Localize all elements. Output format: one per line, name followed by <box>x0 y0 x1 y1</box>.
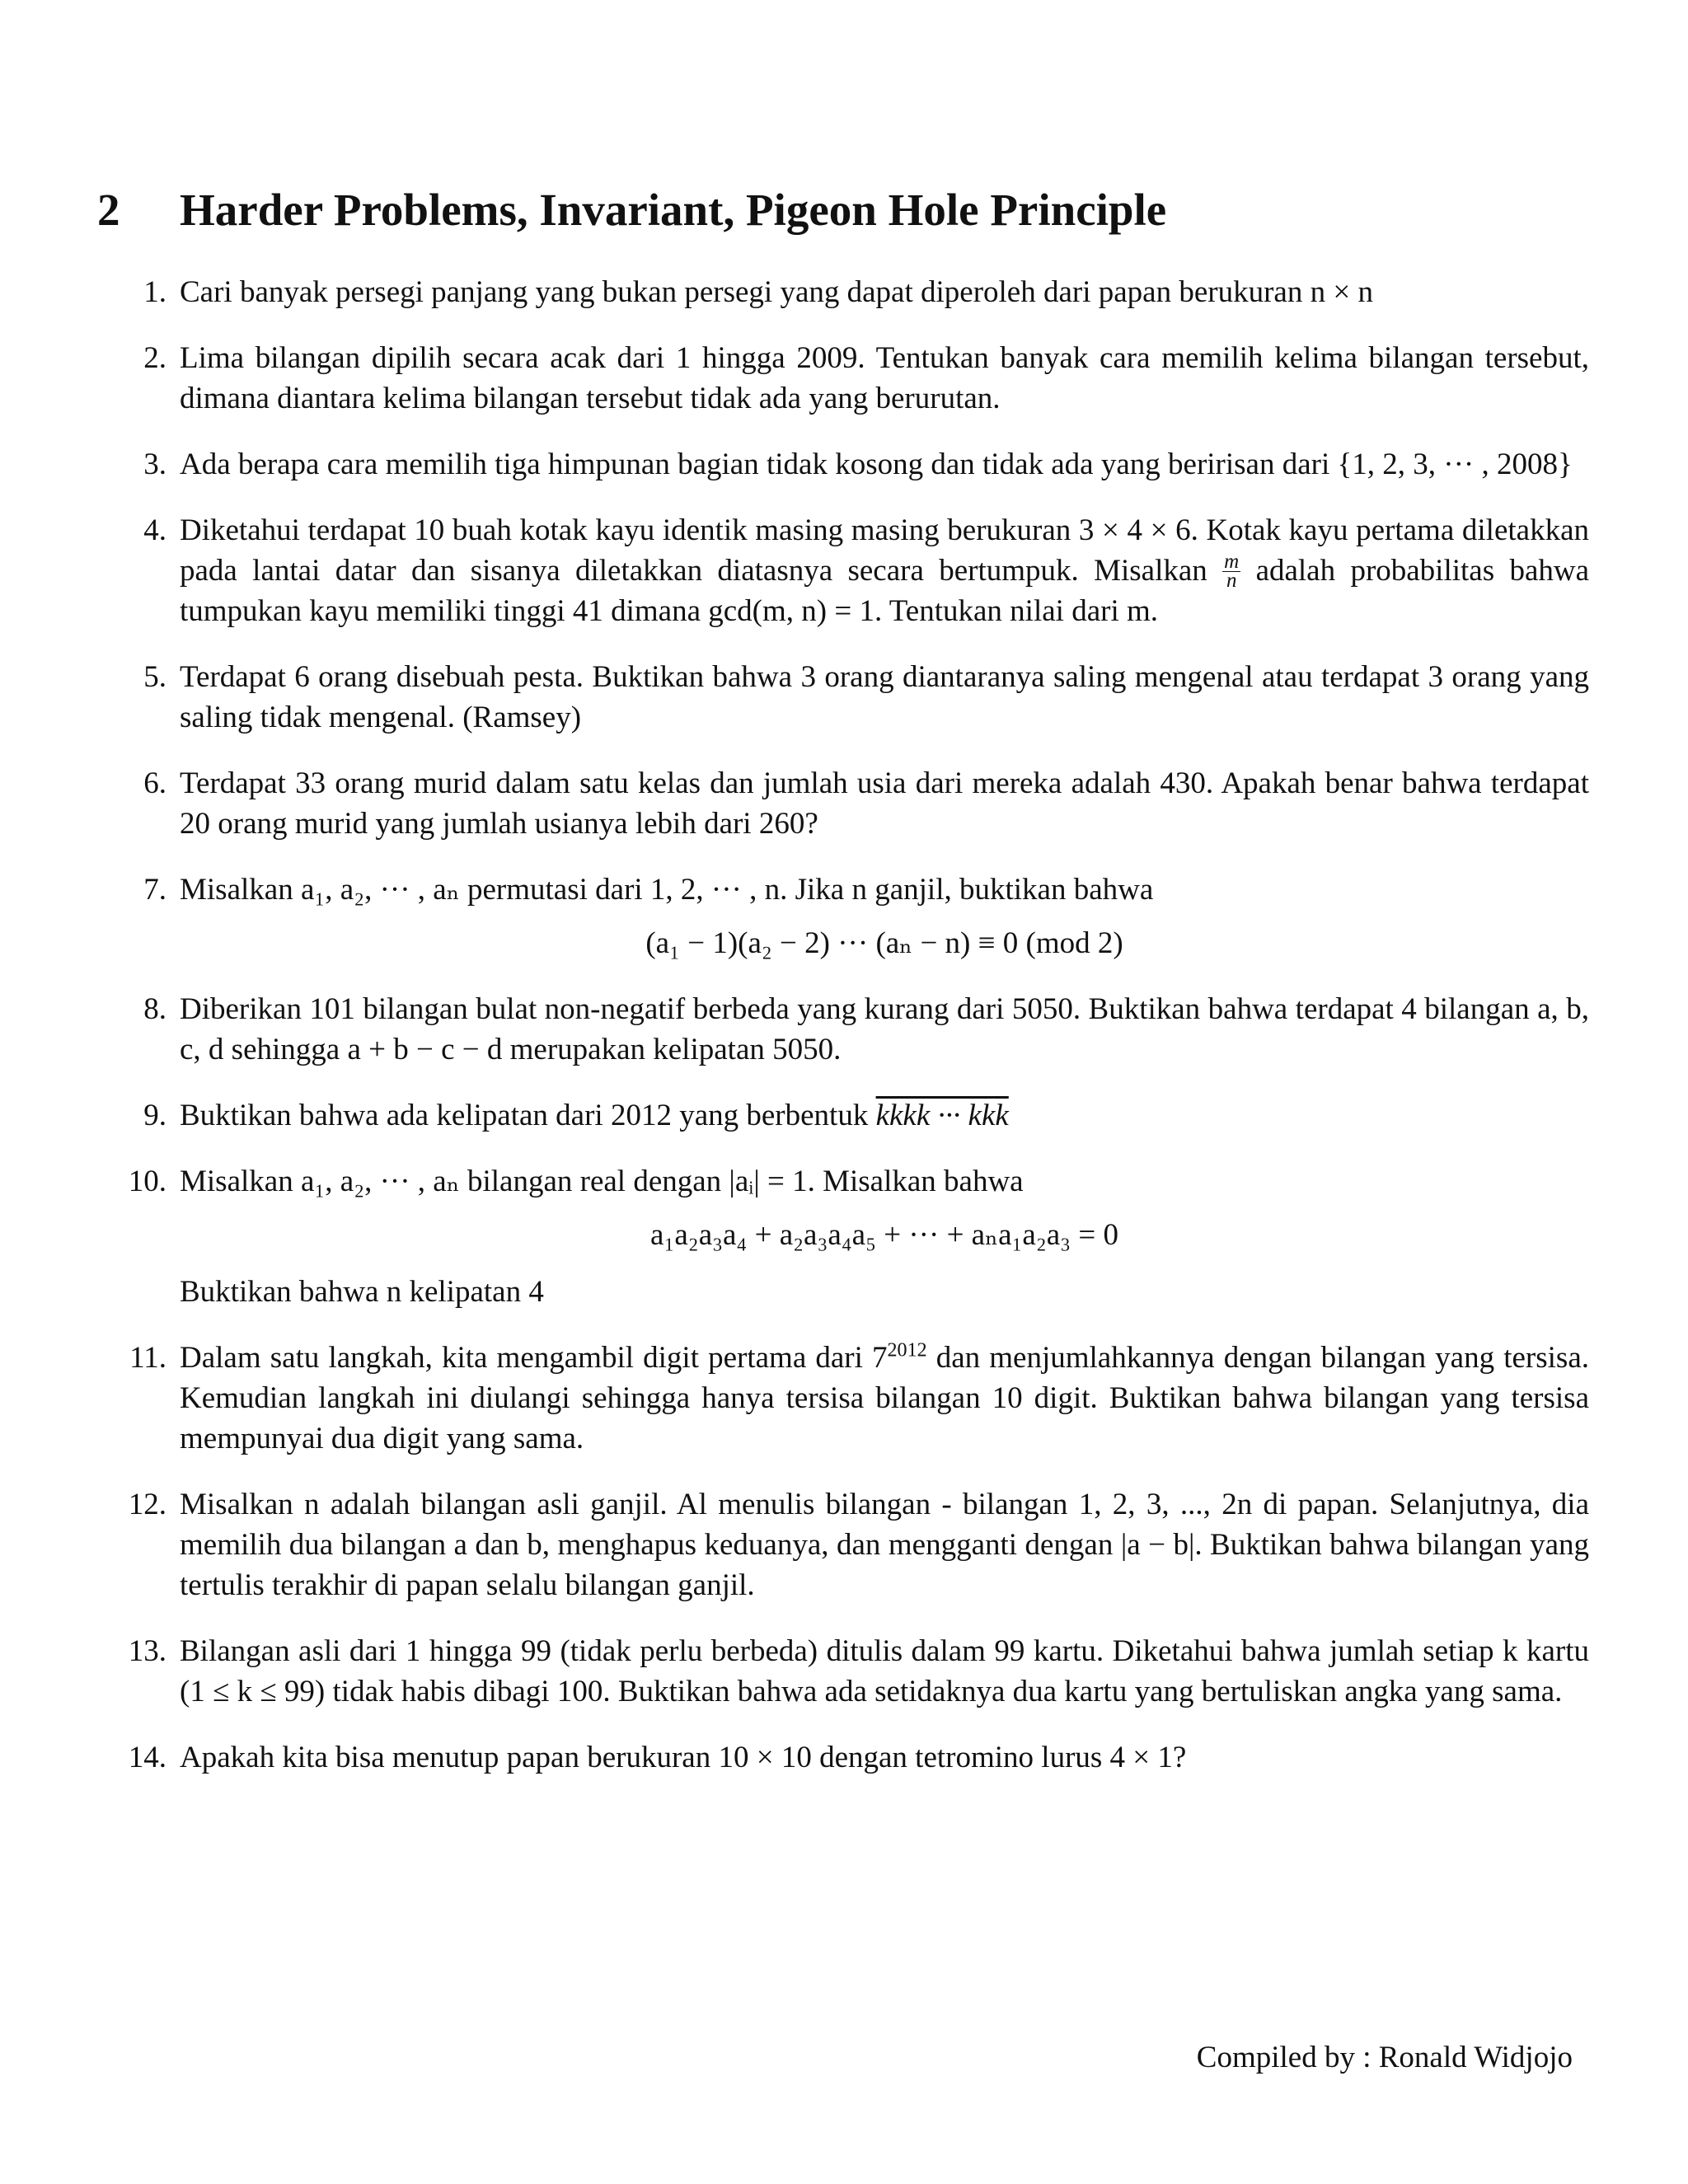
problem-item <box>99 657 1589 738</box>
problem-number: 13. <box>128 1634 166 1668</box>
fraction-denominator: n <box>1226 569 1237 592</box>
problem-text-part: Dalam satu langkah, kita mengambil digit pertama dari 7 <box>180 1341 888 1375</box>
problem-item <box>99 869 1589 963</box>
problem-text: Misalkan a₁, a₂, ··· , aₙ permutasi dari 1, 2, ··· , n. Jika n ganjil, buktikan bahwa <box>180 873 1154 907</box>
fraction <box>1222 553 1240 590</box>
problem-number: 14. <box>128 1741 166 1774</box>
problem-item <box>99 1631 1589 1712</box>
problem-item <box>99 1095 1589 1136</box>
problem-item <box>99 272 1589 312</box>
problem-number: 2. <box>143 341 166 375</box>
problem-text: Diberikan 101 bilangan bulat non-negatif berbeda yang kurang dari 5050. Buktikan bahwa terdapat 4 bilangan a, b, c, d sehingga a + b − c − d merupakan kelipatan 5050. <box>180 992 1589 1066</box>
problem-number: 5. <box>143 660 166 694</box>
display-equation: a₁a₂a₃a₄ + a₂a₃a₄a₅ + ··· + aₙa₁a₂a₃ = 0 <box>650 1218 1118 1252</box>
problem-text: Lima bilangan dipilih secara acak dari 1 hingga 2009. Tentukan banyak cara memilih kelima bilangan tersebut, dimana diantara kelima bilangan tersebut tidak ada yang berurutan. <box>180 341 1589 415</box>
problem-text: Misalkan a₁, a₂, ··· , aₙ bilangan real dengan |aᵢ| = 1. Misalkan bahwa <box>180 1165 1024 1198</box>
problem-number: 3. <box>143 448 166 481</box>
problem-item <box>99 1161 1589 1312</box>
problem-number: 10. <box>128 1165 166 1198</box>
problem-text: Apakah kita bisa menutup papan berukuran 10 × 10 dengan tetromino lurus 4 × 1? <box>180 1741 1187 1774</box>
problem-number: 7. <box>143 873 166 907</box>
problem-text: Ada berapa cara memilih tiga himpunan bagian tidak kosong dan tidak ada yang beririsan dari {1, 2, 3, ··· , 2008} <box>180 448 1573 481</box>
problem-text: Terdapat 33 orang murid dalam satu kelas dan jumlah usia dari mereka adalah 430. Apakah benar bahwa terdapat 20 orang murid yang jumlah usianya lebih dari 260? <box>180 766 1589 841</box>
problem-number: 11. <box>129 1341 166 1375</box>
problem-item <box>99 1338 1589 1459</box>
problem-text <box>180 1338 1589 1459</box>
section-title: Harder Problems, Invariant, Pigeon Hole Principle <box>180 185 1167 235</box>
display-equation: (a₁ − 1)(a₂ − 2) ··· (aₙ − n) ≡ 0 (mod 2) <box>645 926 1123 960</box>
fraction-numerator: m <box>1224 551 1240 573</box>
problem-conclusion: Buktikan bahwa n kelipatan 4 <box>180 1275 544 1309</box>
problem-number: 8. <box>143 992 166 1026</box>
section-heading <box>97 185 1166 236</box>
problem-item <box>99 444 1589 485</box>
problem-text: Misalkan n adalah bilangan asli ganjil. Al menulis bilangan - bilangan 1, 2, 3, ..., 2n di papan. Selanjutnya, dia memilih dua bilangan a dan b, menghapus keduanya, dan mengganti dengan |a − b|. Buktikan bahwa bilangan yang tertulis terakhir di papan selalu bilangan ganjil. <box>180 1488 1589 1602</box>
overlined-number: kkkk ··· kkk <box>875 1099 1009 1132</box>
footer-credit: Compiled by : Ronald Widjojo <box>1196 2041 1573 2074</box>
problem-text-part: Buktikan bahwa ada kelipatan dari 2012 yang berbentuk <box>180 1099 869 1132</box>
problem-text-part: adalah probabilitas bahwa tumpukan kayu memiliki tinggi 41 dimana gcd(m, n) = 1. Tentukan nilai dari m. <box>180 554 1590 628</box>
problem-text <box>180 1095 1589 1136</box>
superscript: 2012 <box>887 1339 927 1361</box>
problem-text: Terdapat 6 orang disebuah pesta. Buktikan bahwa 3 orang diantaranya saling mengenal atau terdapat 3 orang yang saling tidak mengenal. (Ramsey) <box>180 660 1589 734</box>
problem-number: 12. <box>128 1488 166 1521</box>
problem-number: 6. <box>143 766 166 800</box>
problem-item <box>99 989 1589 1070</box>
problem-text-part: Diketahui terdapat 10 buah kotak kayu identik masing masing berukuran 3 × 4 × 6. Kotak kayu pertama diletakkan pada lantai datar dan sisanya diletakkan diatasnya secara bertumpuk. Misalkan <box>180 513 1589 588</box>
problem-item <box>99 763 1589 844</box>
problem-number: 9. <box>143 1099 166 1132</box>
problem-number: 4. <box>143 513 166 547</box>
section-number: 2 <box>97 185 120 235</box>
problem-item <box>99 1484 1589 1605</box>
problem-list <box>99 272 1589 1803</box>
problem-item <box>99 1737 1589 1778</box>
problem-number: 1. <box>143 275 166 309</box>
problem-text: Bilangan asli dari 1 hingga 99 (tidak perlu berbeda) ditulis dalam 99 kartu. Diketahui bahwa jumlah setiap k kartu (1 ≤ k ≤ 99) tidak habis dibagi 100. Buktikan bahwa ada setidaknya dua kartu yang bertuliskan angka yang sama. <box>180 1634 1589 1708</box>
problem-text <box>180 510 1589 631</box>
problem-item <box>99 338 1589 419</box>
problem-text: Cari banyak persegi panjang yang bukan persegi yang dapat diperoleh dari papan berukuran n × n <box>180 275 1373 309</box>
problem-text-part: dan menjumlahkannya dengan bilangan yang tersisa. Kemudian langkah ini diulangi sehingga hanya tersisa bilangan 10 digit. Buktikan bahwa bilangan yang tersisa mempunyai dua digit yang sama. <box>180 1341 1589 1455</box>
problem-item <box>99 510 1589 631</box>
